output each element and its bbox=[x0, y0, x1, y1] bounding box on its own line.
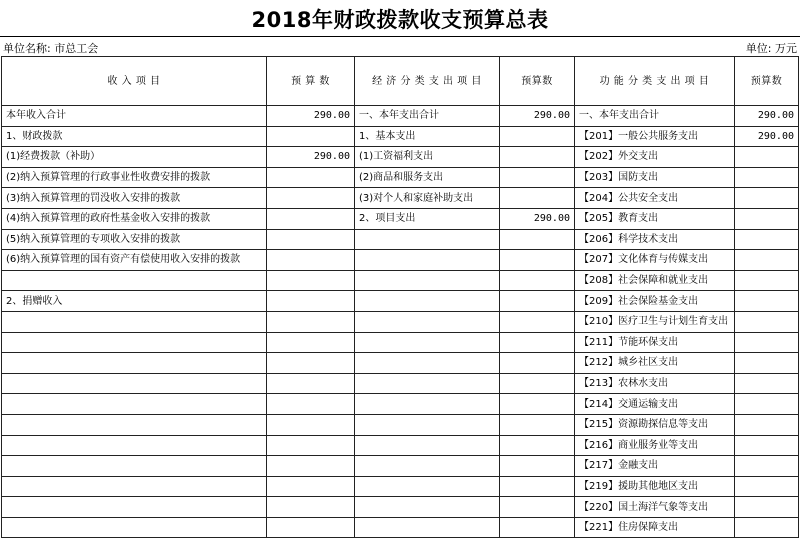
cell-economic-budget bbox=[500, 497, 575, 518]
cell-income-budget: 290.00 bbox=[267, 147, 355, 168]
cell-income-budget bbox=[267, 311, 355, 332]
cell-functional-budget bbox=[735, 147, 799, 168]
cell-income-budget: 290.00 bbox=[267, 106, 355, 127]
cell-income-item bbox=[2, 270, 267, 291]
cell-economic-budget bbox=[500, 456, 575, 477]
cell-income-item bbox=[2, 476, 267, 497]
unit-measure-label: 单位: 万元 bbox=[745, 42, 797, 55]
cell-functional-budget bbox=[735, 229, 799, 250]
cell-income-budget bbox=[267, 291, 355, 312]
cell-economic-budget: 290.00 bbox=[500, 208, 575, 229]
cell-economic-item: (3)对个人和家庭补助支出 bbox=[355, 188, 500, 209]
cell-economic-budget bbox=[500, 353, 575, 374]
cell-functional-budget bbox=[735, 476, 799, 497]
cell-economic-budget bbox=[500, 270, 575, 291]
cell-income-budget bbox=[267, 497, 355, 518]
cell-economic-budget bbox=[500, 414, 575, 435]
table-row bbox=[2, 126, 799, 147]
table-row bbox=[2, 497, 799, 518]
table-row bbox=[2, 106, 799, 127]
cell-economic-item bbox=[355, 291, 500, 312]
cell-economic-budget bbox=[500, 311, 575, 332]
unit-name-label: 单位名称: 市总工会 bbox=[3, 42, 99, 55]
cell-functional-item: 【217】金融支出 bbox=[575, 456, 735, 477]
cell-functional-budget bbox=[735, 208, 799, 229]
cell-economic-item bbox=[355, 394, 500, 415]
cell-functional-budget bbox=[735, 414, 799, 435]
cell-income-item: (1)经费拨款（补助） bbox=[2, 147, 267, 168]
table-row bbox=[2, 373, 799, 394]
cell-income-budget bbox=[267, 332, 355, 353]
table-row bbox=[2, 208, 799, 229]
table-row bbox=[2, 456, 799, 477]
cell-functional-item: 【203】国防支出 bbox=[575, 167, 735, 188]
cell-economic-budget bbox=[500, 394, 575, 415]
cell-income-budget bbox=[267, 188, 355, 209]
table-row bbox=[2, 435, 799, 456]
cell-income-item: (4)纳入预算管理的政府性基金收入安排的拨款 bbox=[2, 208, 267, 229]
header-functional-budget: 预算数 bbox=[735, 57, 799, 106]
table-row bbox=[2, 332, 799, 353]
cell-functional-budget bbox=[735, 250, 799, 271]
cell-income-budget bbox=[267, 208, 355, 229]
table-body bbox=[2, 106, 799, 538]
title-divider bbox=[0, 36, 800, 37]
cell-economic-item bbox=[355, 250, 500, 271]
cell-economic-budget bbox=[500, 147, 575, 168]
cell-income-budget bbox=[267, 229, 355, 250]
cell-economic-item bbox=[355, 270, 500, 291]
cell-economic-budget bbox=[500, 373, 575, 394]
table-row bbox=[2, 476, 799, 497]
table-row bbox=[2, 517, 799, 538]
cell-functional-budget bbox=[735, 394, 799, 415]
cell-functional-budget bbox=[735, 373, 799, 394]
cell-functional-budget bbox=[735, 497, 799, 518]
table-row bbox=[2, 229, 799, 250]
cell-functional-item: 【219】援助其他地区支出 bbox=[575, 476, 735, 497]
cell-functional-item: 【214】交通运输支出 bbox=[575, 394, 735, 415]
cell-income-budget bbox=[267, 456, 355, 477]
budget-table bbox=[1, 56, 799, 538]
cell-economic-item bbox=[355, 414, 500, 435]
cell-functional-item: 【201】一般公共服务支出 bbox=[575, 126, 735, 147]
cell-income-item bbox=[2, 497, 267, 518]
cell-economic-budget bbox=[500, 435, 575, 456]
cell-economic-budget bbox=[500, 291, 575, 312]
cell-income-budget bbox=[267, 126, 355, 147]
header-functional-item: 功 能 分 类 支 出 项 目 bbox=[575, 57, 735, 106]
cell-income-budget bbox=[267, 414, 355, 435]
table-row bbox=[2, 167, 799, 188]
cell-income-budget bbox=[267, 270, 355, 291]
cell-economic-item: (2)商品和服务支出 bbox=[355, 167, 500, 188]
cell-functional-budget bbox=[735, 188, 799, 209]
cell-economic-budget bbox=[500, 517, 575, 538]
cell-income-budget bbox=[267, 517, 355, 538]
header-economic-budget: 预算数 bbox=[500, 57, 575, 106]
cell-economic-budget: 290.00 bbox=[500, 106, 575, 127]
cell-economic-item: 2、项目支出 bbox=[355, 208, 500, 229]
cell-income-item: (5)纳入预算管理的专项收入安排的拨款 bbox=[2, 229, 267, 250]
cell-income-budget bbox=[267, 394, 355, 415]
cell-income-item: 2、捐赠收入 bbox=[2, 291, 267, 312]
cell-functional-budget bbox=[735, 167, 799, 188]
cell-functional-item: 【207】文化体育与传媒支出 bbox=[575, 250, 735, 271]
table-header bbox=[2, 57, 799, 106]
cell-functional-item: 【220】国土海洋气象等支出 bbox=[575, 497, 735, 518]
header-row bbox=[2, 57, 799, 106]
cell-functional-item: 【204】公共安全支出 bbox=[575, 188, 735, 209]
cell-functional-item: 【216】商业服务业等支出 bbox=[575, 435, 735, 456]
cell-income-item: 1、财政拨款 bbox=[2, 126, 267, 147]
cell-income-item bbox=[2, 394, 267, 415]
cell-functional-item: 【221】住房保障支出 bbox=[575, 517, 735, 538]
cell-income-item: 本年收入合计 bbox=[2, 106, 267, 127]
cell-functional-item: 【210】医疗卫生与计划生育支出 bbox=[575, 311, 735, 332]
cell-functional-budget bbox=[735, 517, 799, 538]
cell-economic-item bbox=[355, 517, 500, 538]
cell-income-item: (2)纳入预算管理的行政事业性收费安排的拨款 bbox=[2, 167, 267, 188]
cell-functional-item: 【215】资源勘探信息等支出 bbox=[575, 414, 735, 435]
table-row bbox=[2, 291, 799, 312]
header-income-budget: 预 算 数 bbox=[267, 57, 355, 106]
cell-functional-item: 【205】教育支出 bbox=[575, 208, 735, 229]
cell-income-item bbox=[2, 311, 267, 332]
cell-economic-budget bbox=[500, 167, 575, 188]
cell-economic-item bbox=[355, 373, 500, 394]
cell-income-item bbox=[2, 517, 267, 538]
cell-income-item: (3)纳入预算管理的罚没收入安排的拨款 bbox=[2, 188, 267, 209]
table-row bbox=[2, 353, 799, 374]
cell-economic-item: 1、基本支出 bbox=[355, 126, 500, 147]
cell-economic-item: (1)工资福利支出 bbox=[355, 147, 500, 168]
cell-economic-item bbox=[355, 476, 500, 497]
table-row bbox=[2, 311, 799, 332]
cell-functional-item: 【212】城乡社区支出 bbox=[575, 353, 735, 374]
header-income-item: 收 入 项 目 bbox=[2, 57, 267, 106]
cell-functional-budget bbox=[735, 435, 799, 456]
cell-income-budget bbox=[267, 167, 355, 188]
cell-economic-item bbox=[355, 353, 500, 374]
cell-functional-item: 【208】社会保障和就业支出 bbox=[575, 270, 735, 291]
cell-economic-budget bbox=[500, 229, 575, 250]
cell-functional-budget bbox=[735, 332, 799, 353]
cell-economic-budget bbox=[500, 250, 575, 271]
cell-income-item bbox=[2, 353, 267, 374]
cell-functional-item: 【209】社会保险基金支出 bbox=[575, 291, 735, 312]
cell-economic-item bbox=[355, 497, 500, 518]
cell-functional-item: 一、本年支出合计 bbox=[575, 106, 735, 127]
cell-income-budget bbox=[267, 435, 355, 456]
cell-income-item bbox=[2, 414, 267, 435]
cell-income-budget bbox=[267, 373, 355, 394]
cell-economic-item bbox=[355, 229, 500, 250]
cell-income-item bbox=[2, 435, 267, 456]
cell-economic-budget bbox=[500, 188, 575, 209]
cell-economic-item: 一、本年支出合计 bbox=[355, 106, 500, 127]
cell-functional-item: 【206】科学技术支出 bbox=[575, 229, 735, 250]
cell-economic-item bbox=[355, 456, 500, 477]
cell-functional-item: 【211】节能环保支出 bbox=[575, 332, 735, 353]
cell-income-item bbox=[2, 373, 267, 394]
cell-economic-item bbox=[355, 311, 500, 332]
cell-functional-budget bbox=[735, 456, 799, 477]
cell-functional-budget bbox=[735, 311, 799, 332]
cell-functional-budget: 290.00 bbox=[735, 126, 799, 147]
cell-functional-budget bbox=[735, 353, 799, 374]
cell-income-budget bbox=[267, 476, 355, 497]
cell-functional-budget bbox=[735, 270, 799, 291]
table-row bbox=[2, 270, 799, 291]
cell-economic-item bbox=[355, 332, 500, 353]
table-row bbox=[2, 414, 799, 435]
cell-economic-budget bbox=[500, 476, 575, 497]
cell-functional-budget bbox=[735, 291, 799, 312]
cell-income-item bbox=[2, 456, 267, 477]
table-row bbox=[2, 188, 799, 209]
cell-economic-item bbox=[355, 435, 500, 456]
cell-functional-budget: 290.00 bbox=[735, 106, 799, 127]
table-row bbox=[2, 250, 799, 271]
table-row bbox=[2, 394, 799, 415]
header-economic-item: 经 济 分 类 支 出 项 目 bbox=[355, 57, 500, 106]
cell-income-item: (6)纳入预算管理的国有资产有偿使用收入安排的拨款 bbox=[2, 250, 267, 271]
cell-income-budget bbox=[267, 250, 355, 271]
cell-functional-item: 【213】农林水支出 bbox=[575, 373, 735, 394]
cell-functional-item: 【202】外交支出 bbox=[575, 147, 735, 168]
cell-income-item bbox=[2, 332, 267, 353]
cell-income-budget bbox=[267, 353, 355, 374]
cell-economic-budget bbox=[500, 332, 575, 353]
table-row bbox=[2, 147, 799, 168]
page-title: 2018年财政拨款收支预算总表 bbox=[251, 8, 549, 32]
cell-economic-budget bbox=[500, 126, 575, 147]
